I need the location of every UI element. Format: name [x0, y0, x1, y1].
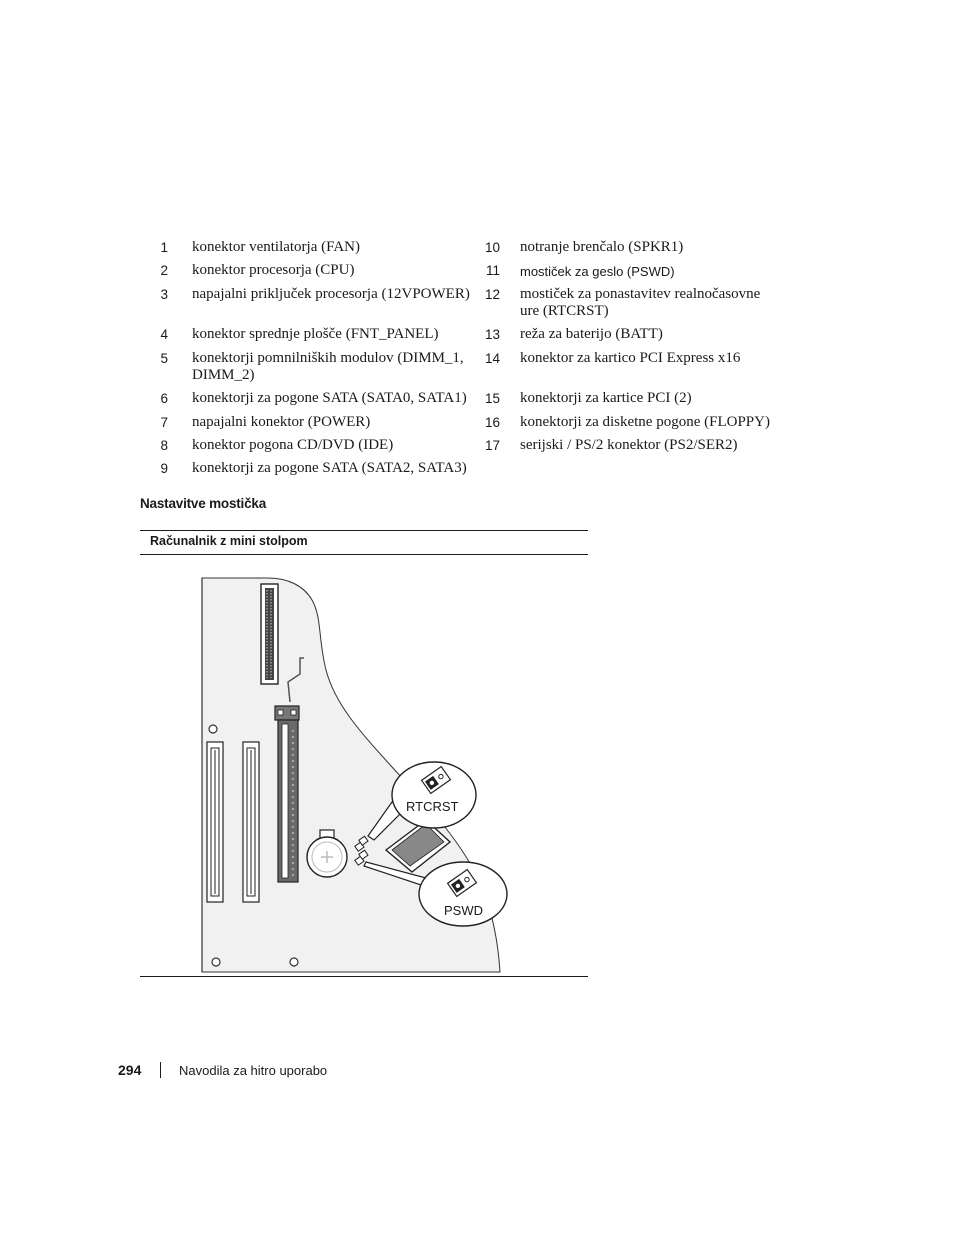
footer-title: Navodila za hitro uporabo: [179, 1063, 328, 1078]
legend-number: 3: [160, 287, 168, 302]
legend-number: 16: [484, 415, 500, 430]
legend-text: serijski / PS/2 konektor (PS2/SER2): [520, 437, 738, 453]
legend-number: 9: [160, 461, 168, 476]
legend-number: 2: [160, 263, 168, 278]
legend-text: konektor procesorja (CPU): [192, 262, 355, 278]
legend-number: 4: [160, 327, 168, 342]
legend-text: konektorji pomnilniških modulov (DIMM_1, DIMM_2): [192, 350, 464, 383]
legend-number: 15: [484, 391, 500, 406]
table-bottom-rule: [140, 976, 588, 977]
legend-number: 13: [484, 327, 500, 342]
mounting-hole: [209, 725, 217, 733]
legend-number: 12: [484, 287, 500, 302]
legend-text: konektor sprednje plošče (FNT_PANEL): [192, 326, 439, 342]
pswd-label: PSWD: [444, 903, 483, 918]
mounting-hole: [212, 958, 220, 966]
jumper-diagram: [140, 560, 588, 974]
legend-text: konektorji za pogone SATA (SATA0, SATA1): [192, 390, 467, 406]
pci-express-slot: [275, 706, 299, 882]
legend-number: 10: [484, 240, 500, 255]
legend-text: konektorji za disketne pogone (FLOPPY): [520, 414, 770, 430]
page-number: 294: [118, 1062, 142, 1078]
legend-text: konektor pogona CD/DVD (IDE): [192, 437, 394, 453]
legend-text: napajalni konektor (POWER): [192, 414, 371, 430]
legend-text: konektor ventilatorja (FAN): [192, 239, 361, 255]
rtcrst-label: RTCRST: [406, 799, 459, 814]
legend-number: 6: [160, 391, 168, 406]
legend-number: 11: [485, 263, 500, 278]
pci-slot: [207, 742, 223, 902]
legend-text: reža za baterijo (BATT): [520, 326, 663, 342]
legend-number: 5: [160, 351, 168, 366]
table-header: Računalnik z mini stolpom: [150, 534, 308, 548]
top-connector: [261, 584, 278, 684]
legend-text: mostiček za ponastavitev realnočasovne ure (RTCRST): [520, 286, 761, 319]
legend-number: 14: [484, 351, 500, 366]
legend-number: 8: [160, 438, 168, 453]
table-top-rule: [140, 530, 588, 531]
legend-text: notranje brenčalo (SPKR1): [520, 239, 684, 255]
legend-text: napajalni priključek procesorja (12VPOWER): [192, 286, 470, 302]
mounting-hole: [290, 958, 298, 966]
legend-number: 17: [484, 438, 500, 453]
section-heading: Nastavitve mostička: [140, 496, 267, 511]
pci-slot: [243, 742, 259, 902]
legend-number: 1: [160, 240, 168, 255]
legend-text: mostiček za geslo (PSWD): [520, 264, 675, 279]
legend-text: konektorji za kartice PCI (2): [520, 390, 692, 406]
legend-text: konektorji za pogone SATA (SATA2, SATA3): [192, 460, 467, 476]
footer-divider: [160, 1062, 161, 1078]
legend-text: konektor za kartico PCI Express x16: [520, 350, 741, 366]
legend-number: 7: [160, 415, 168, 430]
table-header-rule: [140, 554, 588, 555]
